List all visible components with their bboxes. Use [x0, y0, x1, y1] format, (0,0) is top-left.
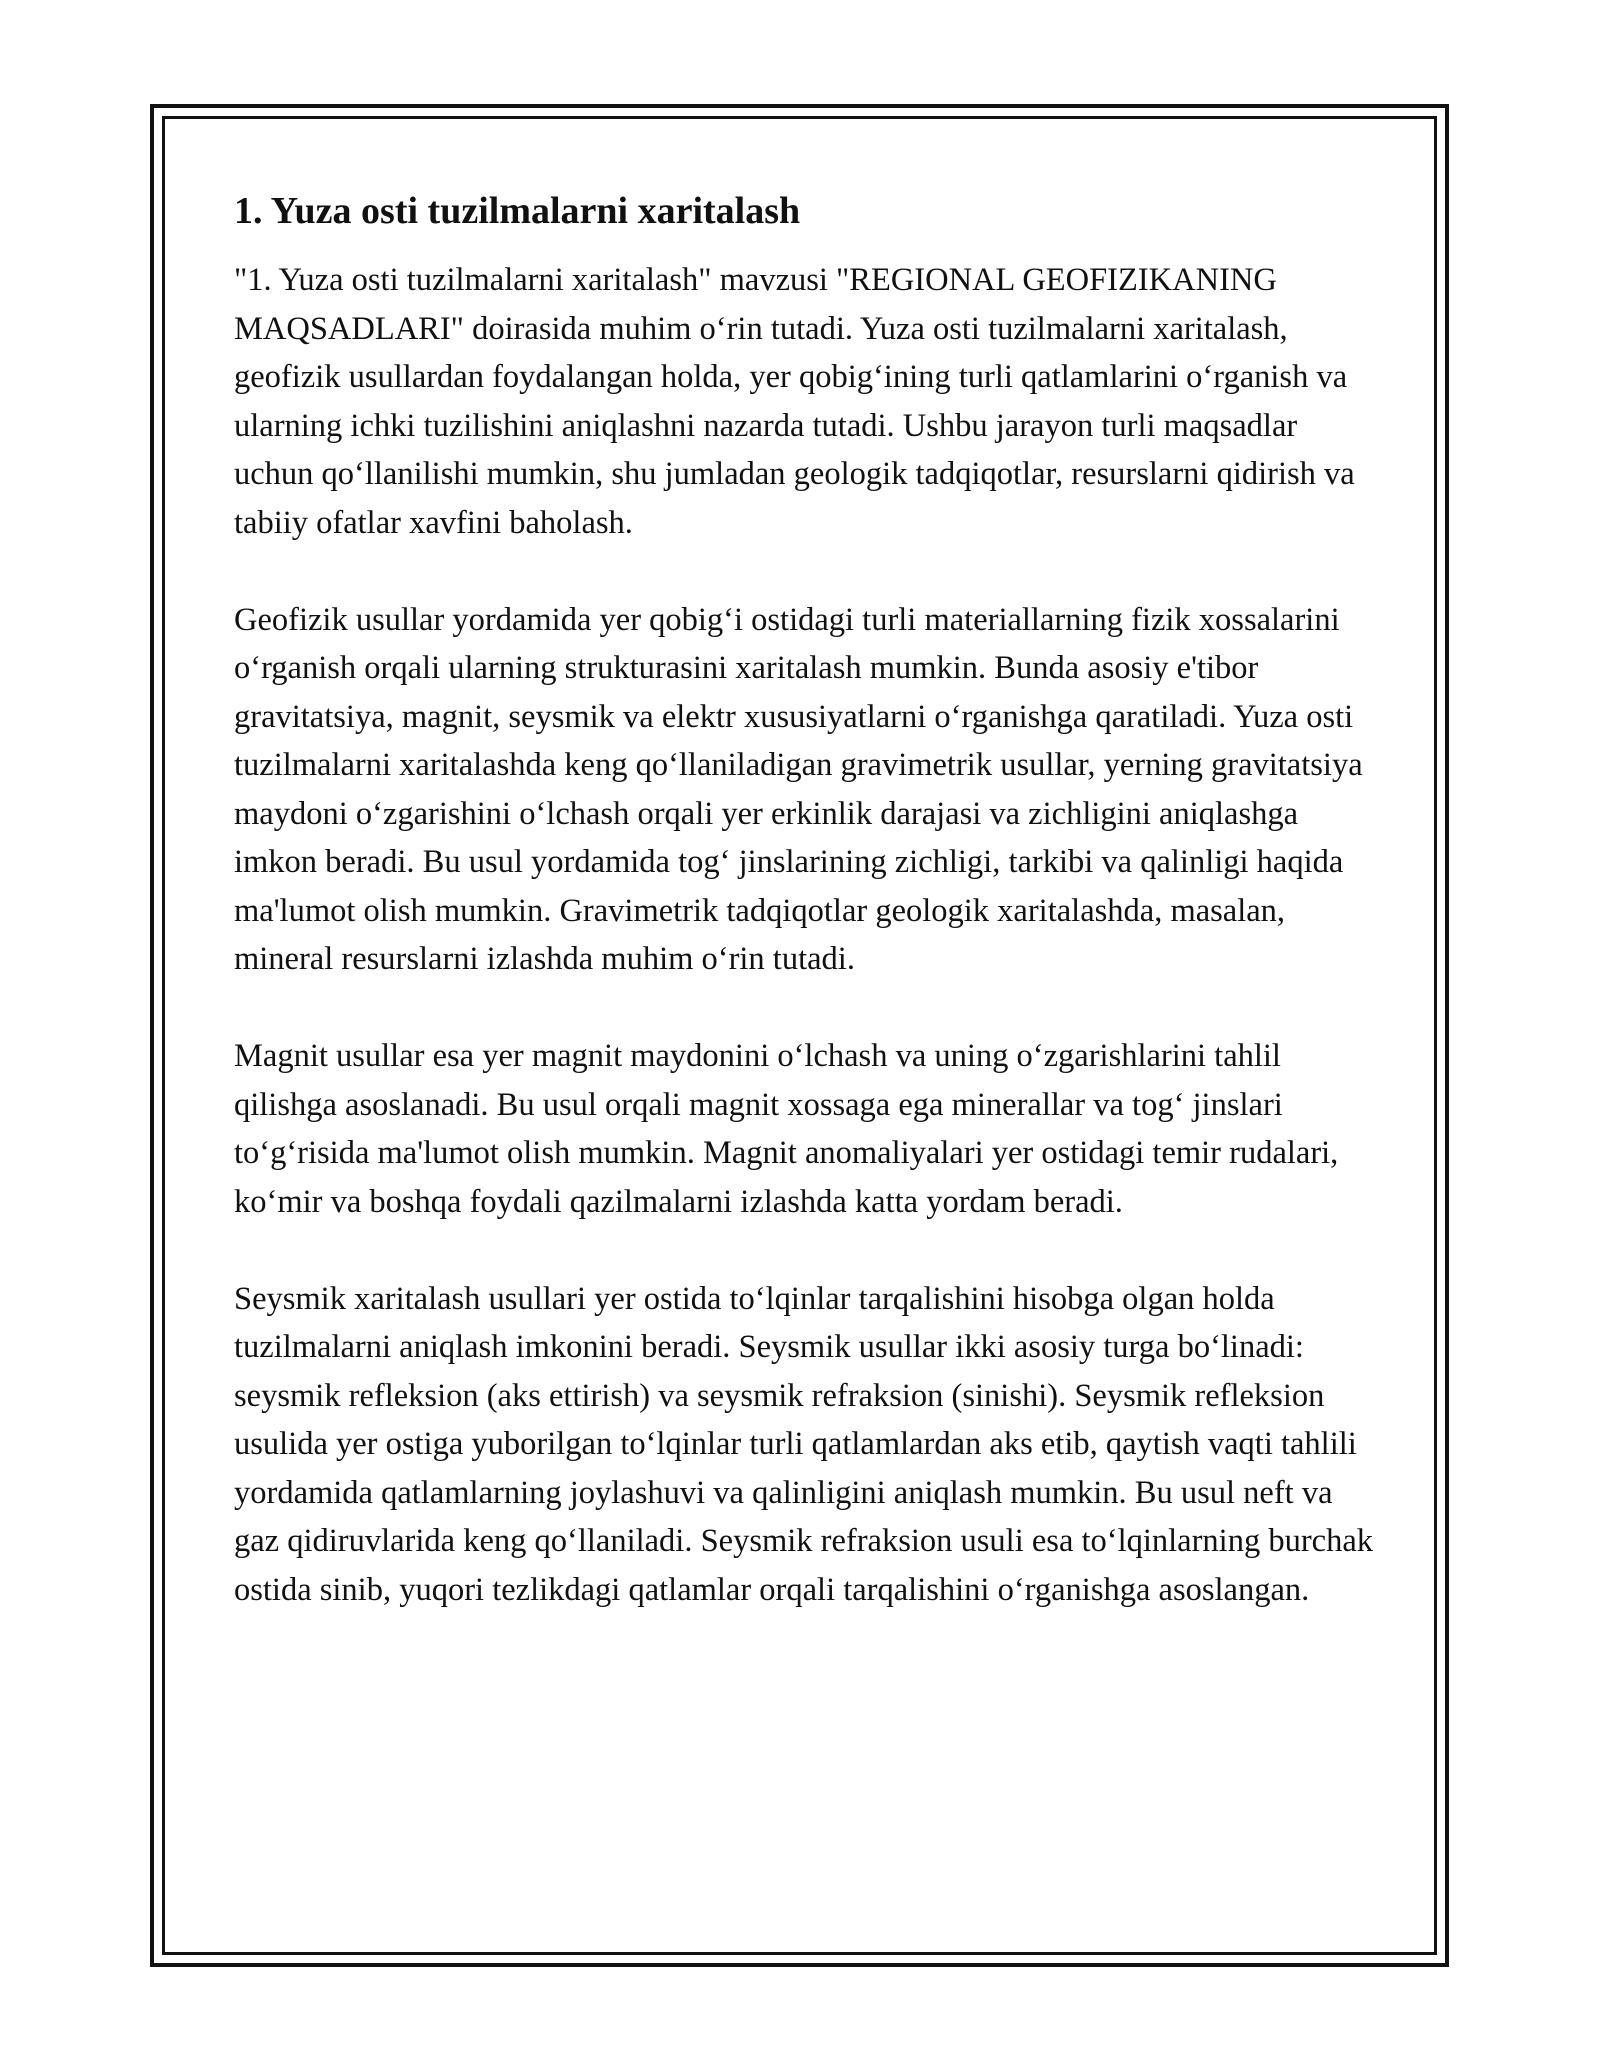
paragraph-2: Geofizik usullar yordamida yer qobig‘i ostidagi turli materiallarning fizik xossalarini o‘rganish orqali ularning strukturasini xaritalash mumkin. Bunda asosiy e'tibor gravitatsiya, magnit, seysmik va elektr xususiyatlarni o‘rganishga qaratiladi. Yuza osti tuzilmalarni xaritalashda keng qo‘llaniladigan gravimetrik usullar, yerning gravitatsiya maydoni o‘zgarishini o‘lchash orqali yer erkinlik darajasi va zichligini aniqlashga imkon beradi. Bu usul yordamida tog‘ jinslarining zichligi, tarkibi va qalinligi haqida ma'lumot olish mumkin. Gravimetrik tadqiqotlar geologik xaritalashda, masalan, mineral resurslarni izlashda muhim o‘rin tutadi. [234, 601, 1363, 977]
page-title: 1. Yuza osti tuzilmalarni xaritalash [234, 190, 801, 232]
paragraph-1: "1. Yuza osti tuzilmalarni xaritalash" mavzusi "REGIONAL GEOFIZIKANING MAQSADLARI" doirasida muhim o‘rin tutadi. Yuza osti tuzilmalarni xaritalash, geofizik usullardan foydalangan holda, yer qobig‘ining turli qatlamlarini o‘rganish va ularning ichki tuzilishini aniqlashni nazarda tutadi. Ushbu jarayon turli maqsadlar uchun qo‘llanilishi mumkin, shu jumladan geologik tadqiqotlar, resurslarni qidirish va tabiiy ofatlar xavfini baholash. [234, 262, 1355, 541]
paragraph-4: Seysmik xaritalash usullari yer ostida to‘lqinlar tarqalishini hisobga olgan holda tuzilmalarni aniqlash imkonini beradi. Seysmik usullar ikki asosiy turga bo‘linadi: seysmik refleksion (aks ettirish) va seysmik refraksion (sinishi). Seysmik refleksion usulida yer ostiga yuborilgan to‘lqinlar turli qatlamlardan aks etib, qaytish vaqti tahlili yordamida qatlamlarning joylashuvi va qalinligini aniqlash mumkin. Bu usul neft va gaz qidiruvlarida keng qo‘llaniladi. Seysmik refraksion usuli esa to‘lqinlarning burchak ostida sinib, yuqori tezlikdagi qatlamlar orqali tarqalishini o‘rganishga asoslangan. [234, 1280, 1374, 1608]
paragraph-3: Magnit usullar esa yer magnit maydonini o‘lchash va uning o‘zgarishlarini tahlil qilishga asoslanadi. Bu usul orqali magnit xossaga ega minerallar va tog‘ jinslari to‘g‘risida ma'lumot olish mumkin. Magnit anomaliyalari yer ostidagi temir rudalari, ko‘mir va boshqa foydali qazilmalarni izlashda katta yordam beradi. [234, 1038, 1339, 1220]
document-body [234, 186, 1374, 1663]
